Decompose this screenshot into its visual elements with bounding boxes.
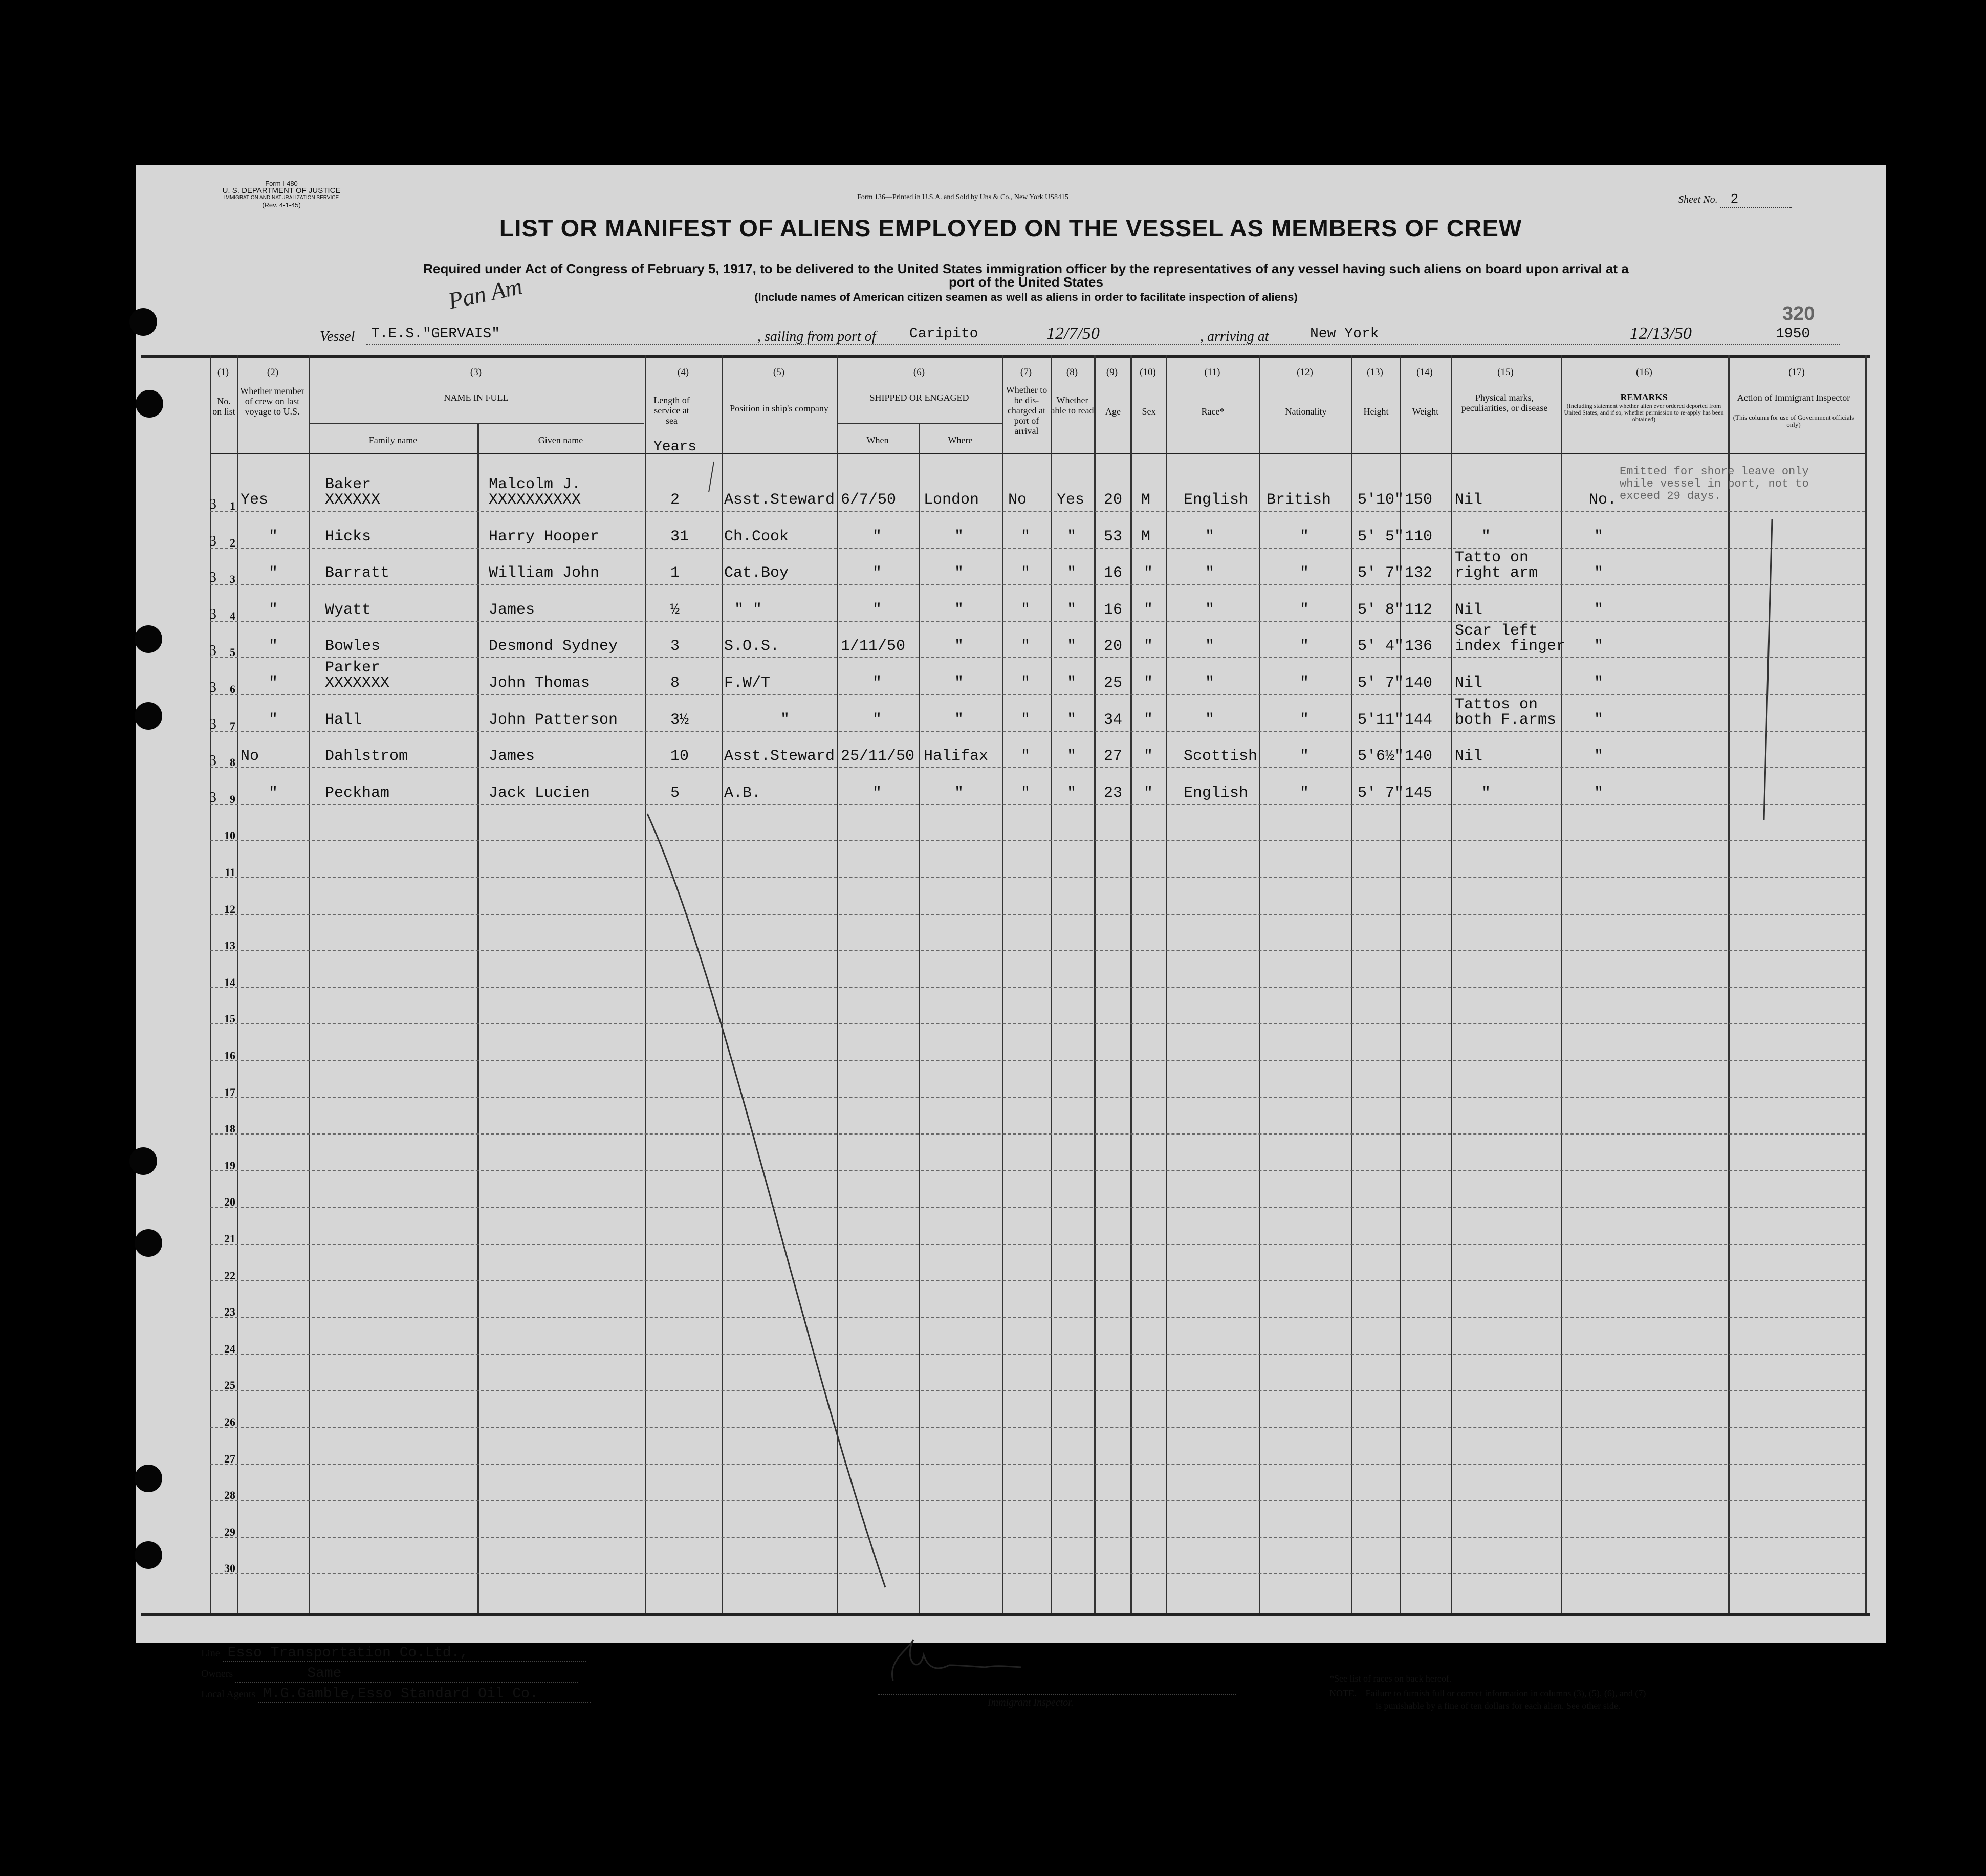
row-number: 2 — [230, 536, 235, 549]
physical-marks-upper: Scar left — [1455, 622, 1538, 640]
row-prefix: 3 — [209, 753, 216, 769]
row-number: 14 — [224, 975, 235, 989]
row-prefix: 3 — [209, 496, 216, 512]
remarks: " — [1594, 711, 1604, 729]
age: 20 — [1104, 638, 1123, 656]
able-to-read: " — [1067, 601, 1077, 619]
nationality: " — [1300, 711, 1310, 729]
given-name: William John — [489, 564, 600, 582]
subtitle-line-2: port of the United States — [949, 274, 1103, 290]
diagonal-cancel-stroke — [647, 814, 885, 1587]
member-status: " — [269, 638, 278, 656]
member-status: " — [269, 711, 278, 729]
header-member-of-crew: Whether member of crew on last voyage to U.S. — [240, 386, 304, 417]
weight: 150 — [1405, 491, 1433, 509]
header-height: Height — [1363, 406, 1389, 417]
race: " — [1205, 638, 1215, 656]
years-of-service: 1 — [670, 564, 680, 582]
stamp-note-line: exceed 29 days. — [1620, 490, 1721, 503]
physical-marks: index finger — [1455, 638, 1566, 656]
able-to-read: Yes — [1057, 491, 1085, 509]
header-family-name: Family name — [368, 435, 418, 445]
row-number: 10 — [224, 829, 235, 842]
header-able-to-read: Whether able to read — [1051, 395, 1094, 416]
physical-marks: both F.arms — [1455, 711, 1557, 729]
height: 5' 8" — [1358, 601, 1404, 619]
given-name: James — [489, 748, 535, 766]
header-inspector-note: (This column for use of Government officials only) — [1733, 413, 1854, 428]
discharged: " — [1021, 748, 1031, 766]
weight: 140 — [1405, 674, 1433, 692]
footer-owners-field — [201, 1666, 578, 1683]
row-prefix: 3 — [209, 789, 216, 805]
member-status: Yes — [241, 491, 269, 509]
remarks: " — [1594, 528, 1604, 546]
race: " — [1205, 601, 1215, 619]
row-number: 4 — [230, 609, 235, 622]
column-number: (10) — [1140, 367, 1156, 378]
years-of-service: 2 — [670, 491, 680, 509]
shipped-when: " — [872, 564, 882, 582]
sex: " — [1144, 564, 1153, 582]
remarks: " — [1594, 601, 1604, 619]
given-name-upper: Malcolm J. — [489, 476, 581, 493]
header-physical-marks: Physical marks, peculiarities, or disease — [1461, 392, 1548, 413]
arrival-date: 12/13/50 — [1630, 324, 1692, 343]
row-number: 9 — [230, 792, 235, 805]
remarks: " — [1594, 748, 1604, 766]
shipped-where: Halifax — [924, 748, 989, 766]
column-number: (2) — [267, 367, 279, 378]
race: Scottish — [1184, 748, 1258, 766]
given-name: James — [489, 601, 535, 619]
form-id-line: IMMIGRATION AND NATURALIZATION SERVICE — [224, 195, 339, 201]
position: F.W/T — [724, 674, 771, 692]
row-prefix: 3 — [209, 716, 216, 732]
physical-marks: Nil — [1455, 601, 1483, 619]
inspector-bracket-stroke — [1764, 519, 1772, 820]
age: 16 — [1104, 564, 1123, 582]
height: 5' 7" — [1358, 784, 1404, 802]
row-number: 1 — [230, 499, 235, 512]
shipped-when: " — [872, 674, 882, 692]
position: " — [780, 711, 790, 729]
nationality: " — [1300, 601, 1310, 619]
race: " — [1205, 674, 1215, 692]
remarks: " — [1594, 674, 1604, 692]
row-number: 24 — [224, 1342, 235, 1355]
stamp-note-line: while vessel in port, not to — [1620, 477, 1809, 490]
discharged: " — [1021, 674, 1031, 692]
column-number: (1) — [217, 367, 229, 378]
row-prefix: 3 — [209, 606, 216, 622]
agents-label: Local Agents — [201, 1689, 256, 1700]
row-number: 7 — [230, 719, 235, 732]
family-name: Hall — [325, 711, 362, 729]
shipped-when: " — [872, 784, 882, 802]
shipped-where: London — [924, 491, 979, 509]
shipped-where: " — [954, 601, 964, 619]
row-number: 19 — [224, 1159, 235, 1172]
row-number: 13 — [224, 939, 235, 952]
position: Asst.Steward — [724, 748, 835, 766]
sex: " — [1144, 601, 1153, 619]
height: 5' 7" — [1358, 564, 1404, 582]
column-number: (12) — [1297, 367, 1313, 378]
row-number: 21 — [224, 1232, 235, 1245]
family-name-upper: Parker — [325, 659, 381, 677]
nationality: " — [1300, 564, 1310, 582]
years-of-service: 10 — [670, 748, 689, 766]
header-sex: Sex — [1142, 406, 1156, 417]
family-name: Peckham — [325, 784, 390, 802]
member-status: " — [269, 674, 278, 692]
subtitle-line-3: (Include names of American citizen seamen as well as aliens in order to facilitate inspection of aliens) — [754, 291, 1298, 303]
column-number: (15) — [1497, 367, 1514, 378]
sex: M — [1141, 491, 1151, 509]
able-to-read: " — [1067, 711, 1077, 729]
height: 5'10" — [1358, 491, 1404, 509]
sailing-label: , sailing from port of — [757, 329, 876, 344]
weight: 112 — [1405, 601, 1433, 619]
owners-value: Same — [235, 1666, 578, 1683]
footer-note-line: NOTE.—Failure to furnish full or correct information in columns (3), (5), (6), and (7) — [1329, 1688, 1646, 1698]
form-id-line: Form I-480 — [265, 180, 298, 187]
year: 1950 — [1776, 326, 1810, 342]
shipped-where: " — [954, 638, 964, 656]
family-name-upper: Baker — [325, 476, 372, 493]
age: 16 — [1104, 601, 1123, 619]
able-to-read: " — [1067, 748, 1077, 766]
able-to-read: " — [1067, 528, 1077, 546]
races-note: *See list of races on back hereof. — [1329, 1673, 1452, 1684]
row-number: 28 — [224, 1489, 235, 1502]
years-of-service: 3 — [670, 638, 680, 656]
physical-marks-upper: Tattos on — [1455, 695, 1538, 713]
inspector-label: Immigrant Inspector. — [988, 1697, 1074, 1708]
handwritten-note: Pan Am — [446, 273, 525, 314]
family-name: Dahlstrom — [325, 748, 408, 766]
family-name: Hicks — [325, 528, 372, 546]
shipped-where: " — [954, 528, 964, 546]
row-prefix: 3 — [209, 570, 216, 586]
physical-marks: Nil — [1455, 748, 1483, 766]
footer-line-field — [201, 1645, 586, 1662]
sex: " — [1144, 784, 1153, 802]
line-value: Esso Transportation Co.Ltd., — [223, 1645, 586, 1662]
pen-strokes — [136, 165, 1886, 1643]
header-remarks-note: (Including statement whether alien ever ordered deported from United States, and if so, whether permission to re-apply has been obtained) — [1564, 402, 1724, 423]
row-prefix: 3 — [209, 533, 216, 549]
age: 27 — [1104, 748, 1123, 766]
header-remarks: REMARKS — [1620, 392, 1668, 402]
given-name: XXXXXXXXXX — [489, 491, 581, 509]
sailing-port: Caripito — [909, 326, 978, 342]
shipped-where: " — [954, 564, 964, 582]
shipped-when: 25/11/50 — [841, 748, 915, 766]
position: Asst.Steward — [724, 491, 835, 509]
weight: 144 — [1405, 711, 1433, 729]
page-title: LIST OR MANIFEST OF ALIENS EMPLOYED ON THE VESSEL AS MEMBERS OF CREW — [499, 214, 1522, 242]
row-number: 6 — [230, 683, 235, 695]
given-name: John Thomas — [489, 674, 591, 692]
weight: 136 — [1405, 638, 1433, 656]
row-prefix: 3 — [209, 680, 216, 695]
footer-note-line: is punishable by a fine of ten dollars for each alien. See other side. — [1376, 1700, 1621, 1711]
header-length-of-service: Length of service at sea — [653, 395, 690, 426]
row-number: 30 — [224, 1562, 235, 1575]
row-number: 25 — [224, 1379, 235, 1392]
sheet-number: 2 — [1720, 191, 1792, 208]
header-where: Where — [948, 435, 973, 445]
family-name: XXXXXX — [325, 491, 381, 509]
sailing-date: 12/7/50 — [1046, 324, 1100, 343]
position: S.O.S. — [724, 638, 780, 656]
race: " — [1205, 711, 1215, 729]
row-number: 29 — [224, 1525, 235, 1538]
column-number: (13) — [1367, 367, 1383, 378]
row-number: 8 — [230, 756, 235, 769]
column-number: (9) — [1106, 367, 1118, 378]
owners-label: Owners — [201, 1668, 233, 1679]
column-number: (6) — [913, 367, 925, 378]
age: 34 — [1104, 711, 1123, 729]
physical-marks: " — [1481, 784, 1491, 802]
sex: M — [1141, 528, 1151, 546]
shipped-where: " — [954, 674, 964, 692]
weight: 110 — [1405, 528, 1433, 546]
row-number: 26 — [224, 1415, 235, 1428]
header-name-in-full: NAME IN FULL — [444, 392, 509, 403]
inspector-signature-rule — [878, 1694, 1236, 1695]
vessel-name: T.E.S."GERVAIS" — [371, 326, 500, 342]
years-of-service: ½ — [670, 601, 680, 619]
printer-note: Form 136—Printed in U.S.A. and Sold by Uns & Co., New York US8415 — [857, 193, 1069, 201]
age: 20 — [1104, 491, 1123, 509]
row-number: 22 — [224, 1269, 235, 1282]
row-number: 3 — [230, 573, 235, 586]
column-number: (7) — [1020, 367, 1032, 378]
weight: 140 — [1405, 748, 1433, 766]
given-name: John Patterson — [489, 711, 618, 729]
shipped-when: " — [872, 711, 882, 729]
sheet-label: Sheet No. — [1678, 194, 1718, 205]
remarks: " — [1594, 784, 1604, 802]
position: Ch.Cook — [724, 528, 789, 546]
years-of-service: 31 — [670, 528, 689, 546]
nationality: " — [1300, 748, 1310, 766]
column-number: (4) — [677, 367, 689, 378]
position: Cat.Boy — [724, 564, 789, 582]
family-name: Wyatt — [325, 601, 372, 619]
family-name: Barratt — [325, 564, 390, 582]
physical-marks-upper: Tatto on — [1455, 549, 1529, 567]
position: A.B. — [724, 784, 761, 802]
height: 5' 7" — [1358, 674, 1404, 692]
physical-marks: Nil — [1455, 674, 1483, 692]
shipped-when: " — [872, 601, 882, 619]
discharged: " — [1021, 528, 1031, 546]
column-number: (11) — [1204, 367, 1220, 378]
header-no-on-list: No. on list — [212, 396, 235, 417]
able-to-read: " — [1067, 564, 1077, 582]
stamp-number: 320 — [1782, 303, 1815, 324]
discharged: " — [1021, 601, 1031, 619]
form-id-line: U. S. DEPARTMENT OF JUSTICE — [222, 186, 341, 195]
footer-agents-field — [201, 1686, 591, 1703]
header-years-unit: Years — [653, 439, 697, 455]
header-given-name: Given name — [538, 435, 583, 445]
form-id-line: (Rev. 4-1-45) — [262, 201, 301, 209]
member-status: " — [269, 528, 278, 546]
nationality: " — [1300, 638, 1310, 656]
given-name: Harry Hooper — [489, 528, 600, 546]
header-race: Race* — [1201, 406, 1225, 417]
member-status: " — [269, 784, 278, 802]
inspector-signature — [872, 1629, 1087, 1691]
row-prefix: 3 — [209, 643, 216, 659]
agents-value: M.G.Gamble,Esso Standard Oil Co. — [258, 1686, 591, 1703]
nationality: " — [1300, 528, 1310, 546]
able-to-read: " — [1067, 674, 1077, 692]
column-number: (3) — [470, 367, 482, 378]
family-name: Bowles — [325, 638, 381, 656]
arriving-port: New York — [1310, 326, 1379, 342]
stamp-note-line: Emitted for shore leave only — [1620, 465, 1809, 478]
header-shipped-engaged: SHIPPED OR ENGAGED — [869, 392, 969, 403]
header-nationality: Nationality — [1285, 406, 1327, 417]
shipped-when: 6/7/50 — [841, 491, 897, 509]
row-number: 5 — [230, 646, 235, 659]
column-number: (14) — [1416, 367, 1433, 378]
age: 23 — [1104, 784, 1123, 802]
row-number: 23 — [224, 1305, 235, 1319]
years-of-service: 8 — [670, 674, 680, 692]
header-when: When — [866, 435, 889, 445]
row-number: 27 — [224, 1452, 235, 1465]
remarks: No. — [1589, 491, 1617, 509]
remarks: " — [1594, 638, 1604, 656]
sex: " — [1144, 674, 1153, 692]
race: English — [1184, 491, 1249, 509]
race: " — [1205, 564, 1215, 582]
sex: " — [1144, 748, 1153, 766]
nationality: British — [1267, 491, 1332, 509]
row-number: 17 — [224, 1085, 235, 1099]
able-to-read: " — [1067, 784, 1077, 802]
row-number: 15 — [224, 1012, 235, 1026]
discharged: No — [1008, 491, 1027, 509]
header-age: Age — [1105, 406, 1121, 417]
position: " " — [734, 601, 762, 619]
height: 5' 4" — [1358, 638, 1404, 656]
header-inspector-action: Action of Immigrant Inspector — [1737, 392, 1850, 403]
column-number: (16) — [1636, 367, 1652, 378]
weight: 145 — [1405, 784, 1433, 802]
row-number: 18 — [224, 1122, 235, 1136]
given-name: Jack Lucien — [489, 784, 591, 802]
vessel-label: Vessel — [320, 329, 355, 344]
sex: " — [1144, 638, 1153, 656]
shipped-where: " — [954, 784, 964, 802]
row-number: 20 — [224, 1195, 235, 1209]
discharged: " — [1021, 784, 1031, 802]
sex: " — [1144, 711, 1153, 729]
member-status: " — [269, 564, 278, 582]
height: 5'6½" — [1358, 748, 1404, 766]
member-status: No — [241, 748, 259, 766]
member-status: " — [269, 601, 278, 619]
discharged: " — [1021, 711, 1031, 729]
row-number: 12 — [224, 902, 235, 915]
years-of-service: 5 — [670, 784, 680, 802]
race: " — [1205, 528, 1215, 546]
years-of-service: 3½ — [670, 711, 689, 729]
nationality: " — [1300, 784, 1310, 802]
able-to-read: " — [1067, 638, 1077, 656]
physical-marks: Nil — [1455, 491, 1483, 509]
column-number: (17) — [1788, 367, 1805, 378]
weight: 132 — [1405, 564, 1433, 582]
physical-marks: right arm — [1455, 564, 1538, 582]
age: 53 — [1104, 528, 1123, 546]
family-name: XXXXXXX — [325, 674, 390, 692]
race: English — [1184, 784, 1249, 802]
tick-mark — [709, 462, 714, 492]
column-number: (5) — [773, 367, 785, 378]
discharged: " — [1021, 564, 1031, 582]
row-number: 11 — [225, 866, 235, 879]
header-position: Position in ship's company — [730, 403, 828, 413]
shipped-when: " — [872, 528, 882, 546]
footer-note — [1329, 1687, 1646, 1712]
header-discharged: Whether to be dis-charged at port of arrival — [1006, 385, 1047, 436]
remarks: " — [1594, 564, 1604, 582]
given-name: Desmond Sydney — [489, 638, 618, 656]
header-weight: Weight — [1412, 406, 1439, 417]
age: 25 — [1104, 674, 1123, 692]
nationality: " — [1300, 674, 1310, 692]
physical-marks: " — [1481, 528, 1491, 546]
shipped-where: " — [954, 711, 964, 729]
discharged: " — [1021, 638, 1031, 656]
manifest-sheet — [136, 165, 1886, 1711]
height: 5' 5" — [1358, 528, 1404, 546]
row-number: 16 — [224, 1049, 235, 1062]
line-label: Line — [201, 1648, 220, 1659]
shipped-when: 1/11/50 — [841, 638, 906, 656]
arriving-label: , arriving at — [1200, 329, 1269, 344]
height: 5'11" — [1358, 711, 1404, 729]
column-number: (8) — [1066, 367, 1078, 378]
subtitle-line-1: Required under Act of Congress of February 5, 1917, to be delivered to the United States immigration officer by the representatives of any vessel having such aliens on board upon arrival at a — [423, 261, 1629, 276]
